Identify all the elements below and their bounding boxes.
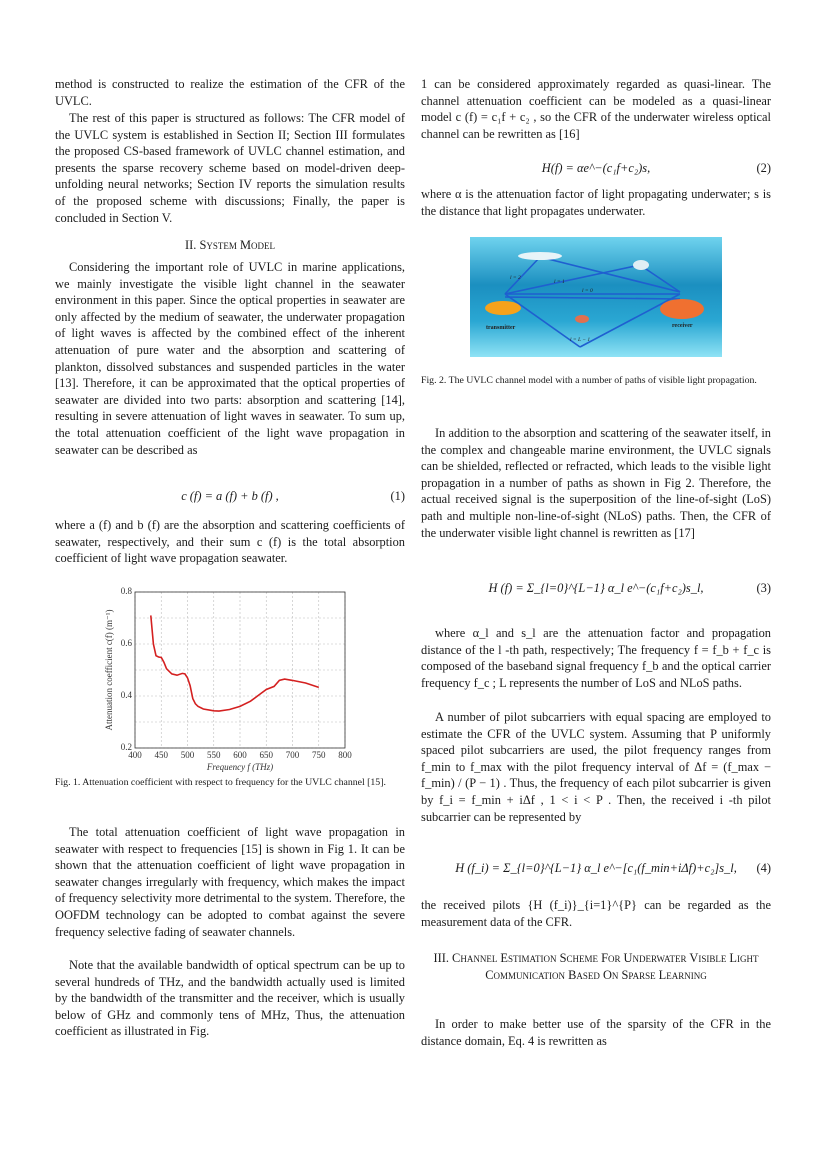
receiver-submarine-icon <box>660 299 704 319</box>
equation-text: c (f) = a (f) + b (f) , <box>181 489 279 503</box>
fish-icon <box>633 260 649 270</box>
x-tick-label: 700 <box>285 750 300 760</box>
x-tick-label: 500 <box>180 750 195 760</box>
figure-2-caption: Fig. 2. The UVLC channel model with a number of paths of visible light propagation. <box>421 375 757 386</box>
paragraph: A number of pilot subcarriers with equal spacing are employed to estimate the CFR of the UVLC system. Assuming that P uniformly spaced pilot subcarriers are used, the pilot frequency ranges from f_min to f_max with the pilot frequency interval of Δf = (f_max − f_min) / (P − 1) . Thus, the frequency of each pilot subcarrier is given by f_i = f_min + iΔf , 1 < i < P . Then, the received i -th pilot subcarrier can be represented by <box>421 710 771 824</box>
equation-number: (1) <box>390 489 405 503</box>
path-label: l = L − 1 <box>570 337 591 343</box>
y-tick-label: 0.8 <box>120 586 132 596</box>
equation-3 <box>421 580 771 597</box>
x-tick-label: 600 <box>233 750 247 760</box>
paragraph: where α is the attenuation factor of light propagating underwater; s is the distance that light propagates underwater. <box>421 187 771 218</box>
y-tick-label: 0.6 <box>120 638 132 648</box>
equation-number: (3) <box>756 581 771 595</box>
paragraph: Considering the important role of UVLC in marine applications, we mainly investigate the visible light channel in the seawater environment in this paper. Since the optical properties in seawater are only affected by the medium of seawater, the underwater propagation of light waves is affected by the combined effect of the inherent attenuation of pure water and the absorption and scattering of plankton, dissolved substances and suspended particles in the water [13]. Therefore, it can be approximated that the optical properties of seawater are divided into two parts: absorption and scattering [14], resulting in severe attenuation of light waves in seawater. To sum up, the total attenuation coefficient of the light wave propagation in seawater can be described as <box>55 260 405 457</box>
path-label: l = 2 <box>510 275 521 281</box>
transmitter-submarine-icon <box>485 301 521 315</box>
section-heading: II. System Model <box>185 238 275 252</box>
equation-text: H(f) = αe^−(c₁f+c₂)s, <box>541 161 651 175</box>
paragraph: The total attenuation coefficient of light wave propagation in seawater with respect to frequencies [15] is shown in Fig 1. It can be shown that the attenuation coefficient of light wave propagation in seawater changes irregularly with frequency, which makes the impact of frequency selectivity more detrimental to the system. Therefore, the OOFDM technology can be adopted to combat against the severe frequency selective fading of seawater channels. <box>55 825 405 939</box>
y-axis-label: Attenuation coefficient c(f) (m⁻¹) <box>104 609 114 731</box>
figure-2-illustration <box>470 237 722 357</box>
x-tick-label: 650 <box>259 750 273 760</box>
figure-1-caption: Fig. 1. Attenuation coefficient with respect to frequency for the UVLC channel [15]. <box>55 777 386 788</box>
x-tick-label: 550 <box>207 750 221 760</box>
x-axis-label: Frequency f (THz) <box>206 762 274 772</box>
paragraph: Note that the available bandwidth of optical spectrum can be up to several hundreds of THz, and the bandwidth actually used is limited by the bandwidth of the transmitter and the receiver, which is usually below of GHz and commonly tens of MHz, Thus, the attenuation coefficient as illustrated in Fig. <box>55 958 405 1039</box>
paragraph: where α_l and s_l are the attenuation factor and propagation distance of the l -th path, respectively; The frequency f = f_b + f_c is composed of the baseband signal frequency f_b and the optical carrier frequency f_c ; L represents the number of LoS and NLoS paths. <box>421 626 771 690</box>
x-tick-label: 400 <box>128 750 142 760</box>
left-column <box>55 0 405 1169</box>
section-heading: III. Channel Estimation Scheme For Underwater Visible Light Communication Based On Sparse Learning <box>433 951 759 982</box>
path-label: l = 1 <box>554 279 565 285</box>
y-tick-label: 0.2 <box>120 742 132 752</box>
paragraph: In order to make better use of the sparsity of the CFR in the distance domain, Eq. 4 is rewritten as <box>421 1017 771 1048</box>
y-tick-label: 0.4 <box>120 690 132 700</box>
equation-number: (2) <box>756 161 771 175</box>
paragraph: In addition to the absorption and scattering of the seawater itself, in the complex and changeable marine environment, the UVLC signals can be shielded, reflected or refracted, which leads to the visible light propagation in a number of paths as shown in Fig 2. Therefore, the actual received signal is the superposition of the line-of-sight (LoS) path and multiple non-line-of-sight (NLoS) paths. Then, the CFR of the underwater visible light channel is rewritten as [17] <box>421 426 771 540</box>
series-line <box>151 615 319 711</box>
paragraph: 1 can be considered approximately regarded as quasi-linear. The channel attenuation coefficient can be modeled as a quasi-linear model c (f) = c₁f + c₂ , so the CFR of the underwater wireless optical channel can be rewritten as [16] <box>421 77 771 141</box>
equation-4 <box>421 860 771 877</box>
figure-1-chart <box>100 585 360 775</box>
path-label: l = 0 <box>582 288 593 294</box>
receiver-label: receiver <box>672 323 693 329</box>
x-tick-label: 450 <box>154 750 168 760</box>
paragraph: The rest of this paper is structured as follows: The CFR model of the UVLC system is established in Section II; Section III formulates the proposed CS-based framework of UVLC channel estimation, and presents the sparse recovery scheme based on model-driven deep-unfolding neural networks; Section IV reports the simulation results of the proposed scheme with discussions; Finally, the paper is concluded in Section V. <box>55 111 405 225</box>
x-tick-label: 800 <box>338 750 352 760</box>
paragraph: method is constructed to realize the estimation of the CFR of the UVLC. <box>55 77 405 108</box>
paragraph: the received pilots {H (f_i)}_{i=1}^{P} can be regarded as the measurement data of the CFR. <box>421 898 771 929</box>
transmitter-label: transmitter <box>486 325 516 331</box>
equation-1 <box>55 488 405 505</box>
equation-text: H (f_i) = Σ_{l=0}^{L−1} α_l e^−[c₁(f_min+iΔf)+c₂]s_l, <box>455 861 737 875</box>
paragraph: where a (f) and b (f) are the absorption and scattering coefficients of seawater, respectively, and their sum c (f) is the total absorption coefficient of light wave propagation seawater. <box>55 518 405 566</box>
equation-number: (4) <box>756 861 771 875</box>
fish-icon <box>575 315 589 323</box>
ship-icon <box>518 252 562 260</box>
equation-2 <box>421 160 771 177</box>
x-tick-label: 750 <box>312 750 326 760</box>
right-column <box>421 0 771 1169</box>
equation-text: H (f) = Σ_{l=0}^{L−1} α_l e^−(c₁f+c₂)s_l, <box>488 581 704 595</box>
